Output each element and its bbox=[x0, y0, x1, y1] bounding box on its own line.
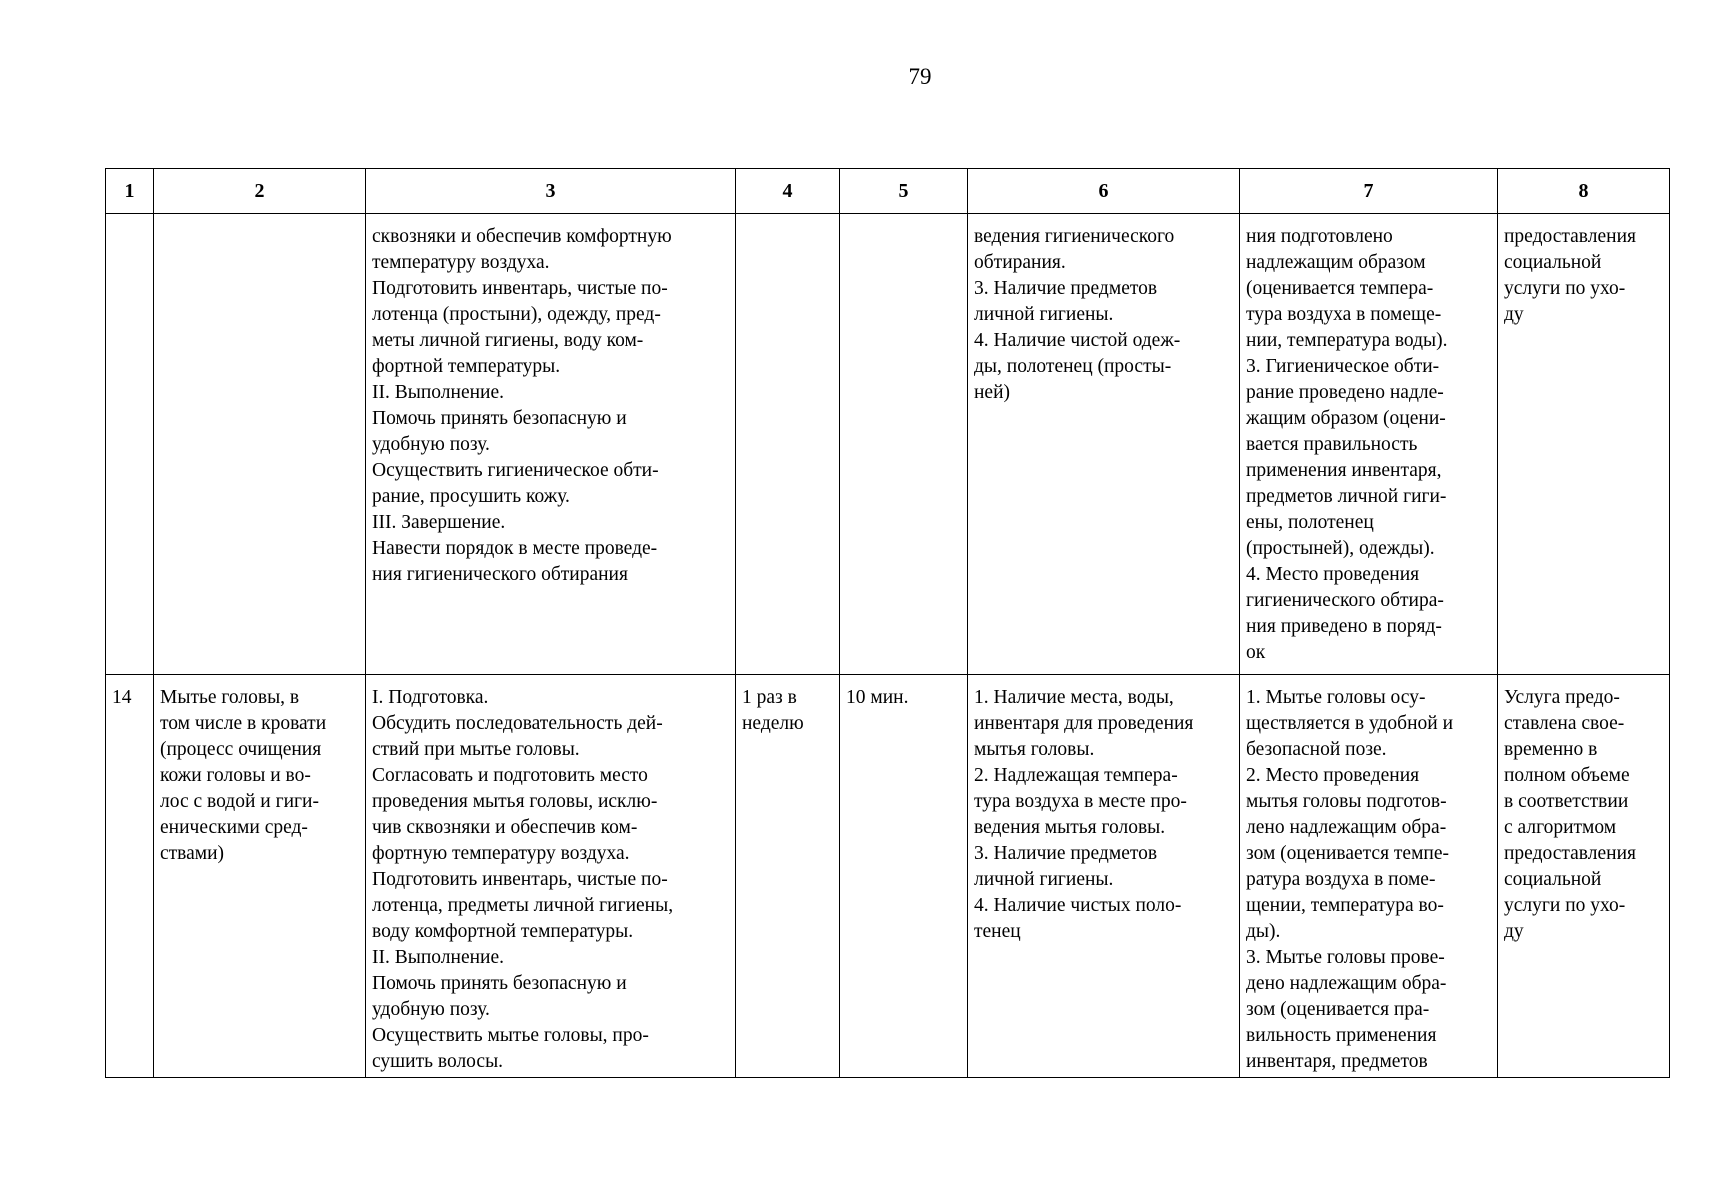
quality-criteria-cell: ния подготовлено надлежащим образом (оценивается темпера- тура воздуха в помеще- нии, температура воды). 3. Гигиеническое обти- рание проведено надле- жащим образом (оцени- вается правильность применения инвентаря, предметов личной гиги- ены, полотенец (простыней), одежды). 4. Место проведения гигиенического обтира- ния приведено в поряд- ок bbox=[1240, 214, 1498, 675]
procedure-cell: I. Подготовка. Обсудить последовательность дей- ствий при мытье головы. Согласовать и подготовить место проведения мытья головы, исклю- чив сквозняки и обеспечив ком- фортную температуру воздуха. Подготовить инвентарь, чистые по- лотенца, предметы личной гигиены, воду комфортной температуры. II. Выполнение. Помочь принять безопасную и удобную позу. Осуществить мытье головы, про- сушить волосы. bbox=[366, 675, 736, 1078]
duration-cell: 10 мин. bbox=[840, 675, 968, 1078]
column-header-4: 4 bbox=[736, 169, 840, 214]
column-header-6: 6 bbox=[968, 169, 1240, 214]
service-name-cell: Мытье головы, в том числе в кровати (процесс очищения кожи головы и во- лос с водой и гиги- еническими сред- ствами) bbox=[154, 675, 366, 1078]
result-assessment-cell: Услуга предо- ставлена свое- временно в полном объеме в соответствии с алгоритмом предоставления социальной услуги по ухо- ду bbox=[1498, 675, 1670, 1078]
service-standards-table bbox=[105, 168, 1670, 1078]
column-header-1: 1 bbox=[106, 169, 154, 214]
duration-cell bbox=[840, 214, 968, 675]
procedure-cell: сквозняки и обеспечив комфортную температуру воздуха. Подготовить инвентарь, чистые по- лотенца (простыни), одежду, пред- меты личной гигиены, воду ком- фортной температуры. II. Выполнение. Помочь принять безопасную и удобную позу. Осуществить гигиеническое обти- рание, просушить кожу. III. Завершение. Навести порядок в месте проведе- ния гигиенического обтирания bbox=[366, 214, 736, 675]
page-number: 79 bbox=[908, 64, 932, 89]
quality-criteria-cell: 1. Мытье головы осу- ществляется в удобной и безопасной позе. 2. Место проведения мытья головы подготов- лено надлежащим обра- зом (оценивается темпе- ратура воздуха в поме- щении, температура во- ды). 3. Мытье головы прове- дено надлежащим обра- зом (оценивается пра- вильность применения инвентаря, предметов bbox=[1240, 675, 1498, 1078]
table-row bbox=[106, 214, 1670, 675]
frequency-cell bbox=[736, 214, 840, 675]
table-row bbox=[106, 675, 1670, 1078]
service-name-cell bbox=[154, 214, 366, 675]
conditions-cell: 1. Наличие места, воды, инвентаря для проведения мытья головы. 2. Надлежащая темпера- тура воздуха в месте про- ведения мытья головы. 3. Наличие предметов личной гигиены. 4. Наличие чистых поло- тенец bbox=[968, 675, 1240, 1078]
row-number-cell: 14 bbox=[106, 675, 154, 1078]
column-header-3: 3 bbox=[366, 169, 736, 214]
column-header-2: 2 bbox=[154, 169, 366, 214]
conditions-cell: ведения гигиенического обтирания. 3. Наличие предметов личной гигиены. 4. Наличие чистой одеж- ды, полотенец (просты- ней) bbox=[968, 214, 1240, 675]
column-header-7: 7 bbox=[1240, 169, 1498, 214]
result-assessment-cell: предоставления социальной услуги по ухо- ду bbox=[1498, 214, 1670, 675]
frequency-cell: 1 раз в неделю bbox=[736, 675, 840, 1078]
column-header-8: 8 bbox=[1498, 169, 1670, 214]
column-header-5: 5 bbox=[840, 169, 968, 214]
table-header-row bbox=[106, 169, 1670, 214]
row-number-cell bbox=[106, 214, 154, 675]
